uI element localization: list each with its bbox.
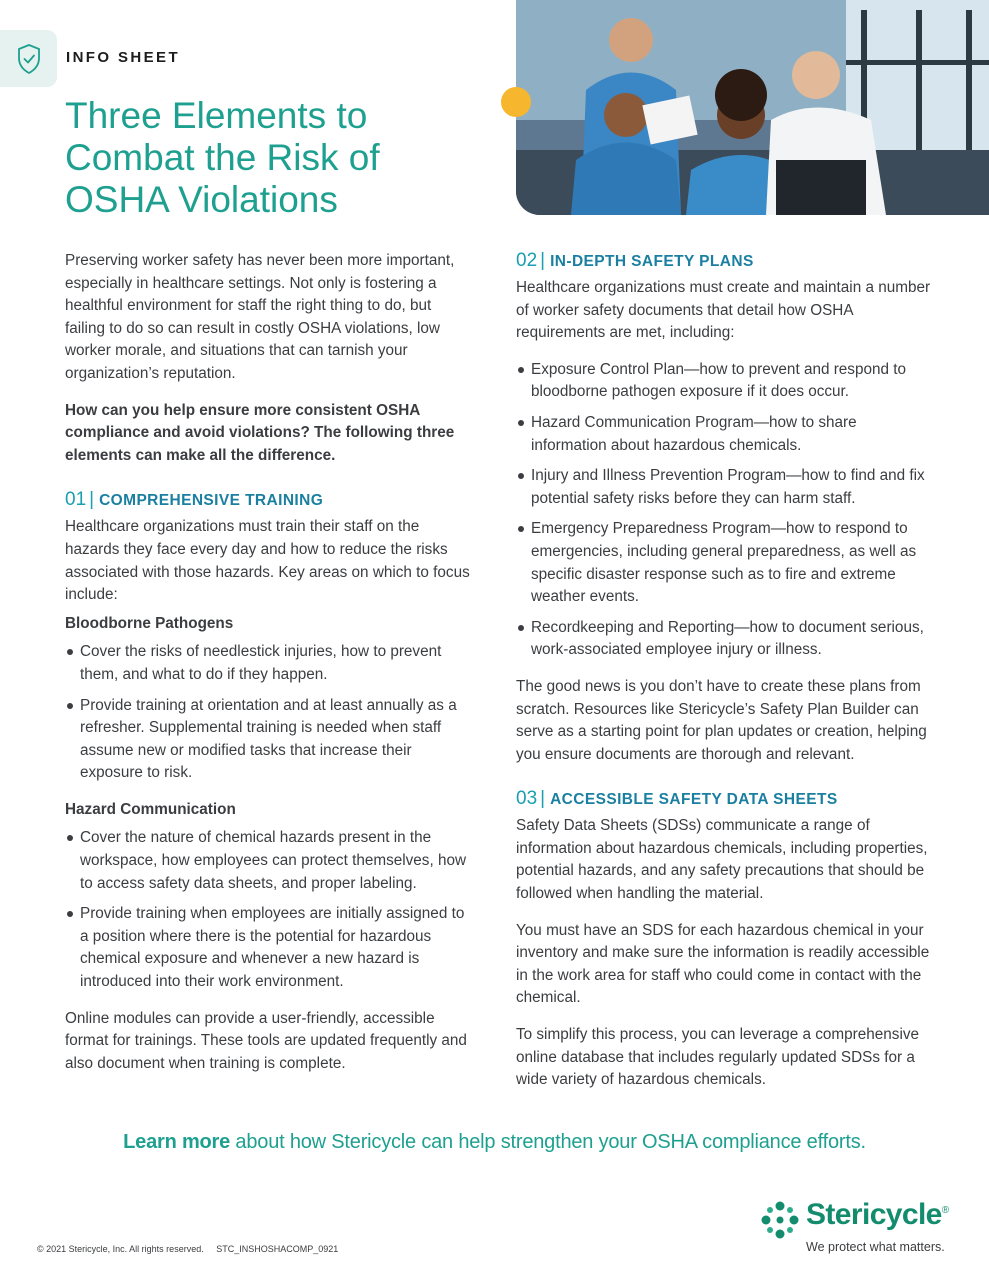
right-column [516, 250, 934, 1106]
section-body: Healthcare organizations must train their staff on the hazards they face every day and how to reduce the risks associated with those hazards. Key areas on which to focus include: [65, 518, 470, 604]
section-body: You must have an SDS for each hazardous chemical in your inventory and make sure the information is readily accessible in the work area for staff who could come in contact with the chemical. [516, 921, 930, 1007]
list-item: Hazard Communication Program—how to share information about hazardous chemicals. [516, 412, 934, 457]
section-heading-03 [516, 788, 934, 811]
logo-name: Stericycle [806, 1198, 942, 1231]
list-item: Provide training at orientation and at least annually as a refresher. Supplemental training is needed when staff assume new or modified tasks that increase their exposure to risk. [65, 695, 475, 785]
safety-plans-list [516, 359, 934, 662]
logo-wordmark [806, 1198, 949, 1232]
section-title: IN-DEPTH SAFETY PLANS [550, 253, 754, 270]
copyright: © 2021 Stericycle, Inc. All rights reserved. [37, 1244, 204, 1254]
section-title: ACCESSIBLE SAFETY DATA SHEETS [550, 791, 838, 809]
section-separator: | [540, 788, 546, 810]
section-body: Safety Data Sheets (SDSs) communicate a range of information about hazardous chemicals, including properties, potential hazards, and any safety precautions that should be followed when handling the material. [516, 817, 928, 903]
list-item: Exposure Control Plan—how to prevent and respond to bloodborne pathogen exposure if it does occur. [516, 359, 934, 404]
cta-text: about how Stericycle can help strengthen your OSHA compliance efforts. [230, 1131, 866, 1153]
section-number: 03 [516, 788, 538, 810]
list-item: Provide training when employees are initially assigned to a position where there is the potential for hazardous chemical exposure and whenever a new hazard is introduced into their work environment. [65, 903, 475, 993]
shield-check-icon [16, 43, 42, 75]
section-body: Healthcare organizations must create and maintain a number of worker safety documents that detail how OSHA requirements are met, including: [516, 279, 931, 342]
intro-paragraph: Preserving worker safety has never been more important, especially in healthcare settings. Not only is fostering a healthful environment for staff the right thing to do, but failing to do so can result in costly OSHA violations, low worker morale, and situations that can tarnish your organization’s reputation. [65, 252, 455, 382]
stericycle-mark-icon [760, 1200, 800, 1240]
list-item: Injury and Illness Prevention Program—how to find and fix potential safety risks before they can harm staff. [516, 465, 934, 510]
bloodborne-list [65, 641, 475, 785]
list-item: Cover the nature of chemical hazards present in the workspace, how employees can protect themselves, how to access safety data sheets, and proper labeling. [65, 827, 475, 895]
registered-mark: ® [941, 1205, 949, 1216]
section-separator: | [540, 250, 546, 271]
learn-more-link[interactable]: Learn more [123, 1131, 231, 1153]
document-code: STC_INSHOSHACOMP_0921 [216, 1244, 339, 1254]
shield-tab [0, 30, 57, 87]
subheading-bloodborne: Bloodborne Pathogens [65, 614, 234, 632]
logo-tagline: We protect what matters. [806, 1240, 945, 1254]
list-item: Emergency Preparedness Program—how to respond to emergencies, including general preparedness, as well as specific disaster response such as to fire and extreme weather events. [516, 518, 934, 608]
page-title: Three Elements to Combat the Risk of OSHA Violations [65, 95, 380, 220]
learn-more-cta[interactable] [0, 1131, 989, 1154]
intro-question: How can you help ensure more consistent OSHA compliance and avoid violations? The following three elements can make all the difference. [65, 401, 455, 464]
list-item: Recordkeeping and Reporting—how to document serious, work-associated employee injury or illness. [516, 617, 934, 662]
subheading-hazard: Hazard Communication [65, 800, 236, 818]
section-heading-02 [516, 250, 934, 273]
section-title: COMPREHENSIVE TRAINING [99, 492, 324, 510]
hazard-list [65, 827, 475, 993]
section-closing: The good news is you don’t have to create these plans from scratch. Resources like Stericycle’s Safety Plan Builder can serve as a starting point for plan updates or creation, helping you ensure documents are thorough and relevant. [516, 677, 927, 763]
header-photo [516, 0, 989, 215]
doc-type-label: INFO SHEET [66, 49, 181, 66]
section-body: To simplify this process, you can leverage a comprehensive online database that includes regularly updated SDSs for a wide variety of hazardous chemicals. [516, 1026, 920, 1089]
list-item: Cover the risks of needlestick injuries, how to prevent them, and what to do if they happen. [65, 641, 475, 686]
accent-dot [501, 87, 531, 117]
section-heading-01 [65, 489, 475, 512]
section-closing: Online modules can provide a user-friendly, accessible format for trainings. These tools are updated frequently and also document when training is complete. [65, 1009, 467, 1072]
footer [37, 1244, 338, 1254]
section-separator: | [89, 489, 95, 511]
section-number: 02 [516, 250, 538, 271]
section-number: 01 [65, 489, 87, 511]
left-column [65, 250, 475, 1089]
stericycle-logo [760, 1198, 960, 1258]
healthcare-team-illustration [516, 0, 989, 215]
